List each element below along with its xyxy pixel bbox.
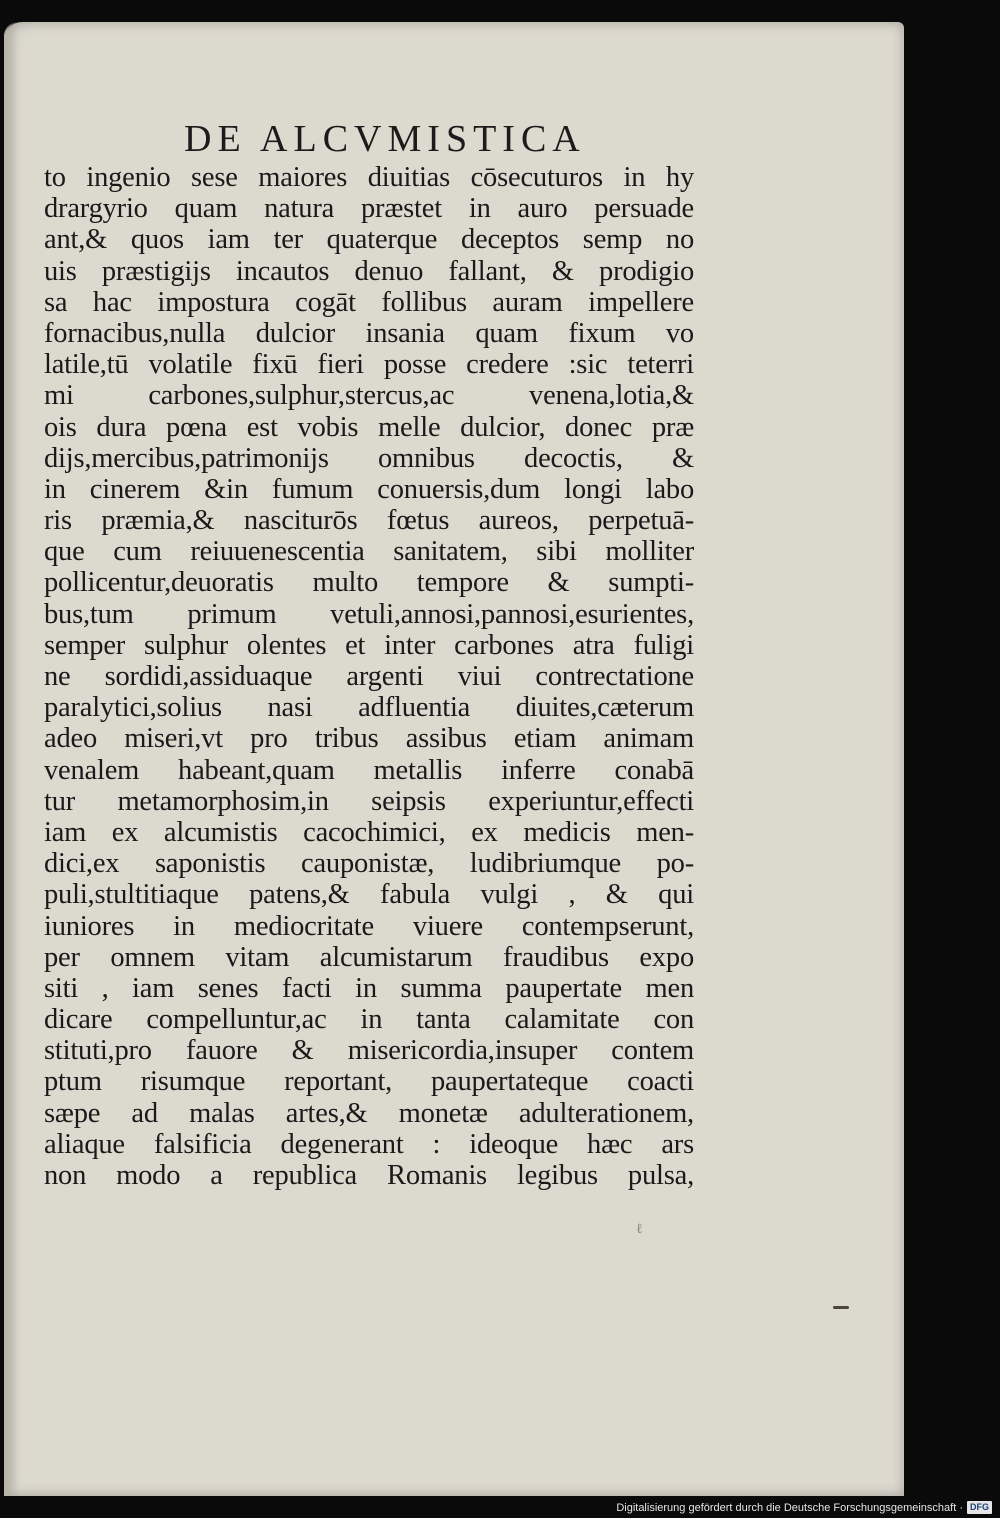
text-line: ne sordidi,assiduaque argenti viui contrectatione [44, 661, 694, 692]
text-line: dijs,mercibus,patrimonijs omnibus decoctis, & [44, 442, 694, 474]
digitization-footer [616, 1501, 992, 1514]
text-line: dici,ex saponistis cauponistæ, ludibriumque po- [44, 848, 694, 880]
text-line: sa hac impostura cogāt follibus auram impellere [44, 286, 694, 318]
text-line: fornacibus,nulla dulcior insania quam fixum vo [44, 317, 694, 349]
text-line: iuniores in mediocritate viuere contempserunt, [44, 910, 694, 942]
text-line: aliaque falsificia degenerant : ideoque hæc ars [44, 1128, 694, 1160]
text-line: stituti,pro fauore & misericordia,insuper contem [44, 1035, 694, 1067]
text-line: ant,& quos iam ter quaterque deceptos semp no [44, 224, 694, 256]
text-line: mi carbones,sulphur,stercus,ac venena,lotia,& [44, 380, 694, 412]
text-line: sæpe ad malas artes,& monetæ adulterationem, [44, 1097, 694, 1129]
text-line: paralytici,solius nasi adfluentia diuites,cæterum [44, 692, 694, 724]
text-line: ois dura pœna est vobis melle dulcior, donec præ [44, 411, 694, 443]
text-line: puli,stultitiaque patens,& fabula vulgi , & qui [44, 879, 694, 911]
book-page [4, 22, 904, 1496]
text-line: bus,tum primum vetuli,annosi,pannosi,esurientes, [44, 598, 694, 630]
running-head: DE ALCVMISTICA [184, 118, 586, 160]
text-line: ris præmia,& nasciturōs fœtus aureos, perpetuā- [44, 505, 694, 537]
text-line: que cum reiuuenescentia sanitatem, sibi molliter [44, 536, 694, 568]
text-line: semper sulphur olentes et inter carbones atra fuligi [44, 629, 694, 661]
text-line: siti , iam senes facti in summa paupertate men [44, 972, 694, 1004]
text-line: to ingenio sese maiores diuitias cōsecuturos in hy [44, 162, 694, 193]
text-line: non modo a republica Romanis legibus pulsa, [44, 1160, 694, 1191]
text-line: venalem habeant,quam metallis inferre conabā [44, 754, 694, 786]
text-line: per omnem vitam alcumistarum fraudibus expo [44, 941, 694, 973]
page-gutter-shadow [4, 22, 18, 1496]
text-line: uis præstigijs incautos denuo fallant, & prodigio [44, 255, 694, 287]
margin-mark [833, 1306, 849, 1309]
dfg-logo-icon: DFG [967, 1501, 992, 1514]
printer-mark: ℓ [636, 1222, 643, 1237]
text-line: tur metamorphosim,in seipsis experiuntur,effecti [44, 785, 694, 817]
text-line: pollicentur,deuoratis multo tempore & sumpti- [44, 567, 694, 599]
text-line: adeo miseri,vt pro tribus assibus etiam animam [44, 723, 694, 755]
footer-credit: Digitalisierung gefördert durch die Deutsche Forschungsgemeinschaft · [616, 1501, 963, 1514]
text-line: iam ex alcumistis cacochimici, ex medicis men- [44, 816, 694, 848]
text-line: dicare compelluntur,ac in tanta calamitate con [44, 1004, 694, 1036]
text-line: drargyrio quam natura præstet in auro persuade [44, 193, 694, 225]
text-line: ptum risumque reportant, paupertateque coacti [44, 1066, 694, 1098]
text-line: in cinerem &in fumum conuersis,dum longi labo [44, 473, 694, 505]
text-line: latile,tū volatile fixū fieri posse credere :sic teterri [44, 349, 694, 381]
body-text [44, 162, 694, 1191]
